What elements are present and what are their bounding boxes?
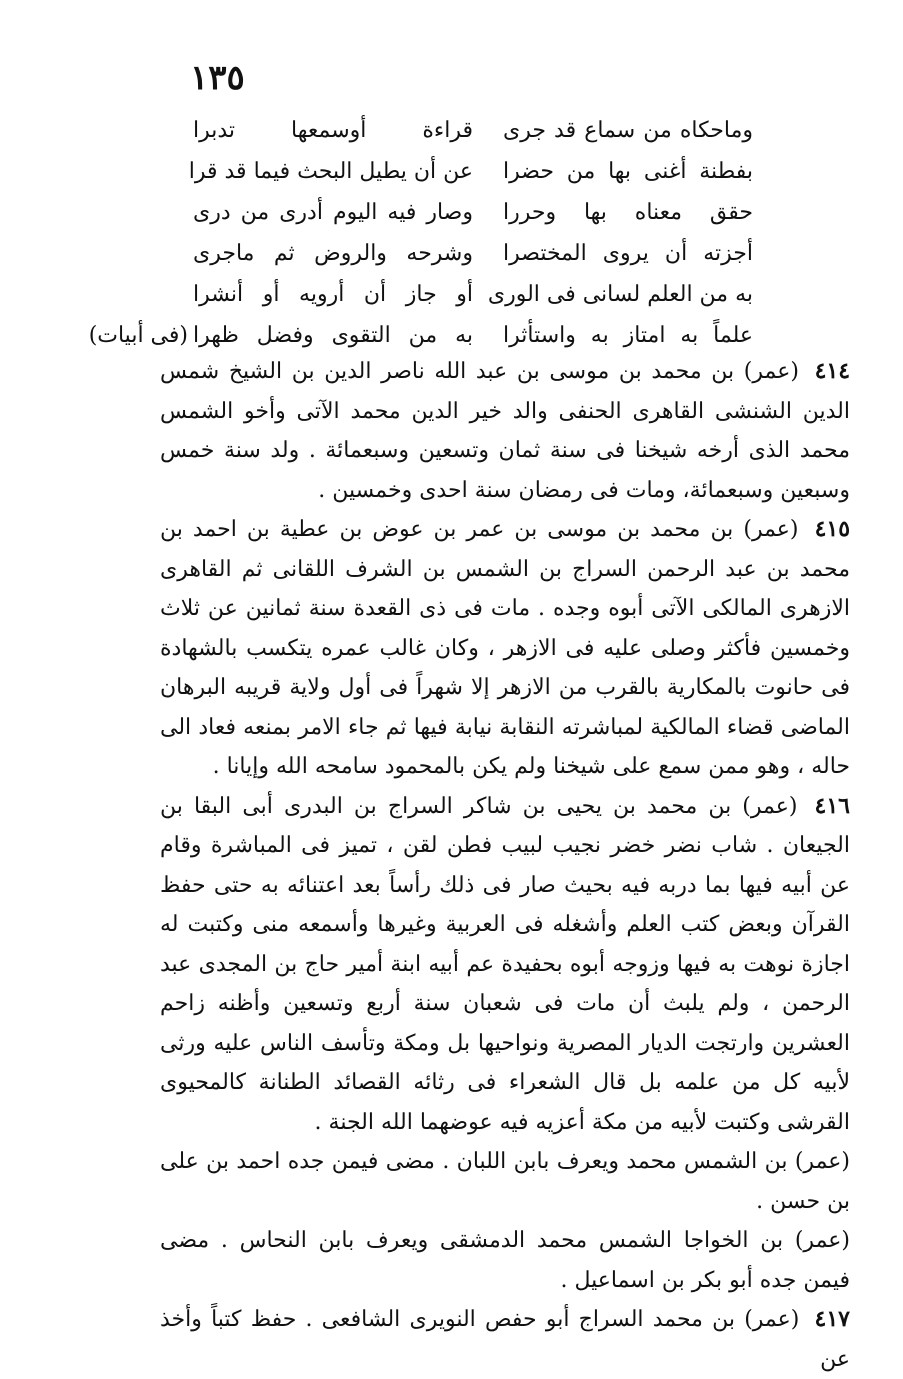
entry-name: (عمر) — [743, 517, 799, 542]
entry-number: ٤١٥ — [814, 516, 851, 542]
verse-first-hemistich: حقق معناه بها وحررا — [503, 200, 753, 225]
verse-first-hemistich: بفطنة أغنى بها من حضرا — [503, 159, 753, 184]
entry-paragraph — [160, 1221, 850, 1300]
verse-line — [0, 233, 903, 274]
verse-line — [0, 192, 903, 233]
verse-line — [0, 151, 903, 192]
verse-line — [0, 315, 903, 356]
entry-number: ٤١٦ — [814, 792, 850, 819]
entry-paragraph — [160, 1142, 850, 1221]
entry-paragraph — [160, 1300, 850, 1379]
verse-first-hemistich: وماحكاه من سماع قد جرى — [503, 118, 753, 143]
entry-text: بن محمد بن موسى بن عبد الله ناصر الدين بن الشيخ شمس الدين الشنشى القاهرى الحنفى والد خير الدين محمد الآتى وأخو الشمس محمد الذى أرخه شيخنا فى سنة ثمان وتسعين وسبعمائة . ولد سنة خمس وسبعين وسبعمائة، ومات فى رمضان سنة احدى وخمسين . — [160, 359, 850, 503]
biography-entries — [160, 352, 850, 1379]
entry-name: (عمر) — [742, 793, 798, 819]
verse-second-hemistich: عن أن يطيل البحث فيما قد قرا — [188, 159, 473, 184]
verse-first-hemistich: أجزته أن يروى المختصرا — [503, 241, 753, 266]
verse-second-hemistich: وصار فيه اليوم أدرى من درى — [193, 200, 473, 225]
entry-text: بن الخواجا الشمس محمد الدمشقى ويعرف بابن النحاس . مضى فيمن جده أبو بكر بن اسماعيل . — [160, 1228, 850, 1293]
entry-number: ٤١٤ — [814, 358, 851, 384]
entry-paragraph — [160, 352, 850, 510]
verse-note: (فى أبيات) — [88, 323, 188, 348]
entry-paragraph — [160, 510, 850, 787]
verse-line — [0, 110, 903, 151]
verse-second-hemistich: به من التقوى وفضل ظهرا — [193, 323, 473, 348]
entry-name: (عمر) — [794, 1228, 850, 1253]
verse-first-hemistich: به من العلم لسانى فى الورى — [487, 282, 753, 307]
entry-paragraph — [160, 787, 850, 1143]
entry-text: بن محمد السراج أبو حفص النويرى الشافعى . حفظ كتباً وأخذ عن — [160, 1307, 850, 1372]
entry-name: (عمر) — [743, 359, 799, 384]
entry-text: بن الشمس محمد ويعرف بابن اللبان . مضى فيمن جده احمد بن على بن حسن . — [160, 1149, 850, 1214]
entry-text: بن محمد بن يحيى بن شاكر السراج بن البدرى أبى البقا بن الجيعان . شاب نضر خضر نجيب لبيب فطن لقن ، تميز فى المباشرة وقام عن أبيه فيها بما دربه فيه بحيث صار فى ذلك رأساً بعد اعتنائه به حتى حفظ القرآن وبعض كتب العلم وأشغله فى العربية وغيرها وأسمعه منى وكتبت له اجازة نوهت به فيها وزوجه أبوه بحفيدة عم أبيه ابنة أمير حاج بن المجدى عبد الرحمن ، ولم يلبث أن مات فى شعبان سنة أربع وتسعين وأظنه زاحم العشرين وارتجت الديار المصرية ونواحيها بل ومكة وتأسف الناس عليه ورثى لأبيه كل من علمه بل قال الشعراء فى رثائه القصائد الطنانة كالمحيوى القرشى وكتبت لأبيه من مكة أعزيه فيه عوضهما الله الجنة . — [160, 793, 851, 1135]
page-number: ١٣٥ — [190, 58, 245, 98]
poem-block — [0, 110, 903, 356]
verse-second-hemistich: أو جاز أن أرويه أو أنشرا — [193, 282, 473, 307]
entry-number: ٤١٧ — [814, 1306, 850, 1332]
verse-first-hemistich: علماً به امتاز به واستأثرا — [503, 323, 753, 348]
verse-line — [0, 274, 903, 315]
entry-name: (عمر) — [744, 1307, 800, 1332]
verse-second-hemistich: وشرحه والروض ثم ماجرى — [193, 241, 473, 266]
verse-second-hemistich: قراءة أوسمعها تدبرا — [193, 118, 473, 143]
entry-text: بن محمد بن موسى بن عمر بن عوض بن عطية بن احمد بن محمد بن عبد الرحمن السراج بن الشمس بن الشرف اللقانى ثم القاهرى الازهرى المالكى الآتى أبوه وجده . مات فى ذى القعدة سنة ثمانين عن ثلاث وخمسين فأكثر وصلى عليه فى الازهر ، وكان غالب عمره يتكسب بالشهادة فى حانوت بالمكارية بالقرب من الازهر إلا شهراً فى أول ولاية قريبه البرهان الماضى قضاء المالكية لمباشرته النقابة نيابة فيها ثم جاء الامر بمنعه فعاد الى حاله ، وهو ممن سمع على شيخنا ولم يكن بالمحمود سامحه الله وإيانا . — [160, 517, 850, 779]
entry-name: (عمر) — [794, 1149, 850, 1174]
